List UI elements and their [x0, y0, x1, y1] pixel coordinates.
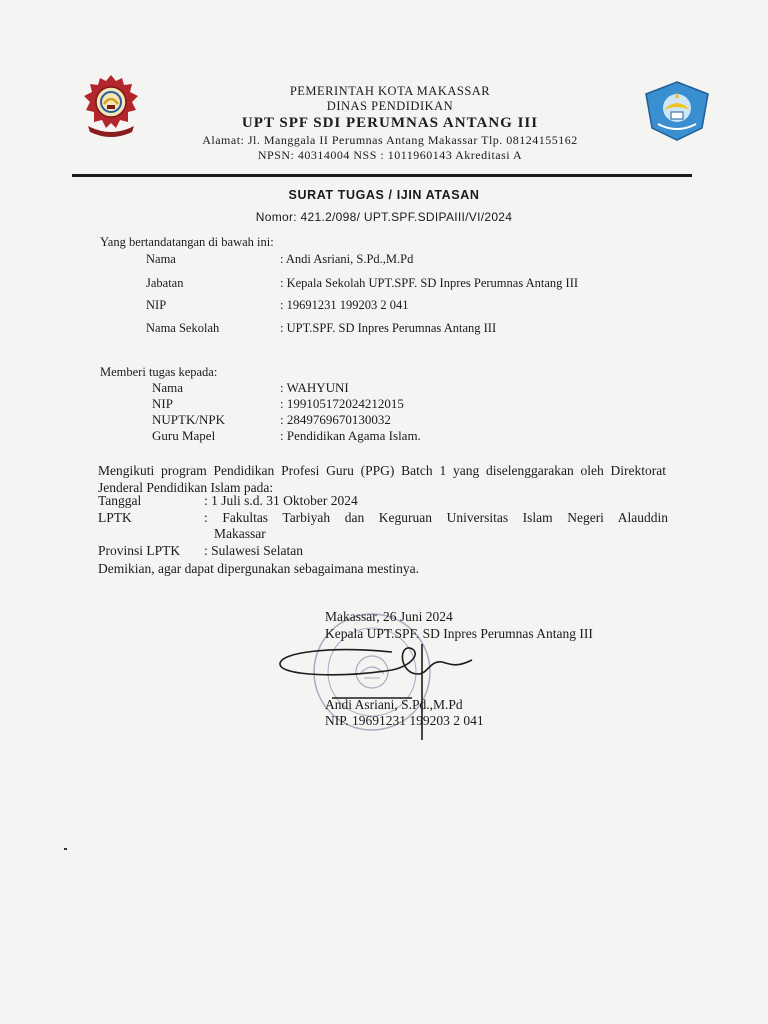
letterhead-school-name: UPT SPF SDI PERUMNAS ANTANG III	[241, 115, 539, 131]
tanggal-value: : 1 Juli s.d. 31 Oktober 2024	[204, 493, 358, 508]
assignee-label: NIP	[152, 396, 173, 411]
letterhead-government: PEMERINTAH KOTA MAKASSAR	[289, 84, 491, 98]
signature-nip: NIP. 19691231 199203 2 041	[325, 713, 484, 728]
letterhead-department: DINAS PENDIDIKAN	[326, 99, 454, 113]
letterhead-npsn: NPSN: 40314004 NSS : 1011960143 Akreditasi A	[257, 148, 523, 162]
signature-place-date: Makassar, 26 Juni 2024	[325, 609, 453, 624]
signer-value: : Kepala Sekolah UPT.SPF. SD Inpres Perumnas Antang III	[280, 276, 579, 290]
assignee-value: : 199105172024212015	[280, 396, 404, 411]
signer-value: : Andi Asriani, S.Pd.,M.Pd	[280, 252, 414, 266]
assignee-value: : WAHYUNI	[280, 380, 349, 395]
lptk-label: LPTK	[98, 510, 132, 525]
intro-text: Yang bertandatangan di bawah ini:	[100, 235, 274, 249]
signature-position: Kepala UPT.SPF. SD Inpres Perumnas Antang III	[325, 626, 593, 641]
lptk-value: : Fakultas Tarbiyah dan Keguruan Universitas Islam Negeri Alauddin	[204, 510, 668, 525]
letter-title: SURAT TUGAS / IJIN ATASAN	[288, 188, 480, 202]
signer-value: : UPT.SPF. SD Inpres Perumnas Antang III	[280, 321, 497, 335]
signature-name: Andi Asriani, S.Pd.,M.Pd	[325, 697, 463, 712]
assignee-label: NUPTK/NPK	[152, 412, 225, 427]
makassar-city-emblem	[80, 72, 142, 138]
signer-label: Nama Sekolah	[146, 321, 220, 335]
program-paragraph: Mengikuti program Pendidikan Profesi Guru (PPG) Batch 1 yang diselenggarakan oleh Direktorat Jenderal Pendidikan Islam pada:	[98, 463, 666, 495]
assignee-value: : 2849769670130032	[280, 412, 391, 427]
signer-label: Jabatan	[146, 276, 184, 290]
stray-mark	[64, 848, 67, 850]
assignee-label: Guru Mapel	[152, 428, 216, 443]
letter-number: Nomor: 421.2/098/ UPT.SPF.SDIPAIII/VI/2024	[255, 210, 513, 224]
assignee-value: : Pendidikan Agama Islam.	[280, 428, 421, 443]
lptk-value-cont: Makassar	[214, 526, 266, 541]
signer-label: Nama	[146, 252, 176, 266]
letterhead-address: Alamat: Jl. Manggala II Perumnas Antang Makassar Tlp. 08124155162	[202, 133, 578, 147]
letterhead	[140, 84, 640, 163]
letterhead-divider	[72, 174, 692, 177]
closing-text: Demikian, agar dapat dipergunakan sebagaimana mestinya.	[98, 561, 420, 576]
provinsi-value: : Sulawesi Selatan	[204, 543, 303, 558]
provinsi-label: Provinsi LPTK	[98, 543, 181, 558]
assignee-label: Nama	[152, 380, 184, 395]
signer-value: : 19691231 199203 2 041	[280, 298, 409, 312]
tut-wuri-handayani-emblem	[642, 80, 712, 142]
tanggal-label: Tanggal	[98, 493, 142, 508]
assign-intro: Memberi tugas kepada:	[100, 365, 218, 379]
signer-label: NIP	[146, 298, 167, 312]
